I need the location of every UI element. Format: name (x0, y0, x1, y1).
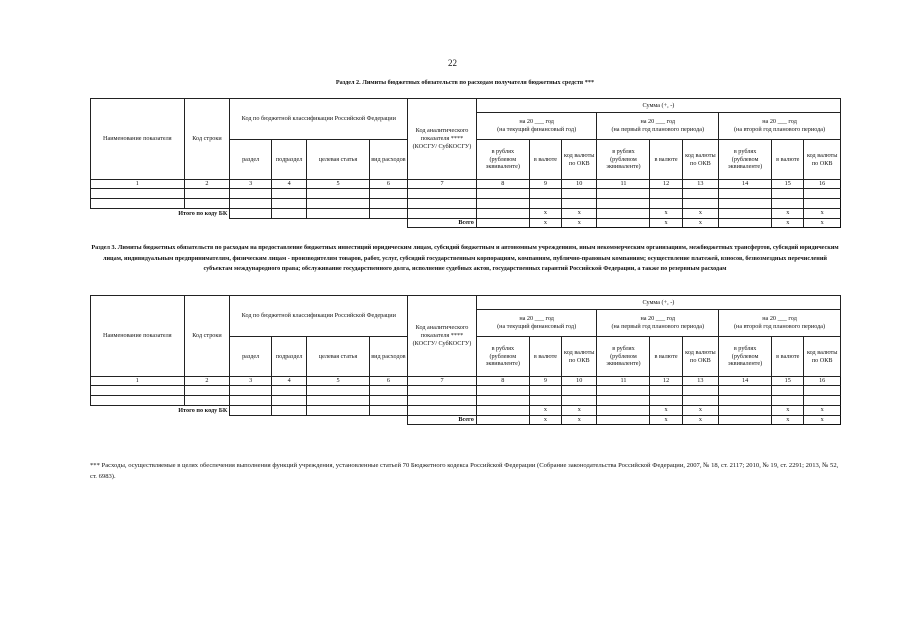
column-number: 9 (529, 377, 561, 386)
total-bk-row (91, 405, 841, 415)
table-row (91, 385, 841, 395)
column-number: 6 (369, 180, 407, 189)
header-target: целевая статья (307, 337, 369, 377)
section-3-title: Раздел 3. Лимиты бюджетных обязательств по расходам на предоставление бюджетных инвестиций юридическим лицам, субсидий бюджетным и автономным учреждениям, иным некоммерческим организациям, межбюджетных трансфертов, субсидий юридическим лицам, индивидуальным предпринимателям, физическим лицам - производителям товаров, работ, услуг, субсидий государственным корпорациям, компаниям, публично-правовым компаниям; осуществление платежей, взносов, безвозмездных перечислений субъектам международного права; обслуживание государственного долга, исполнение судебных актов, государственных гарантий Российской Федерации, а также по резервным расходам (91, 244, 839, 273)
section-2-title: Раздел 2. Лимиты бюджетных обязательств по расходам получателя бюджетных средств *** (335, 79, 595, 86)
header-year-first: на 20 ___ год (на первый год планового периода) (597, 310, 719, 337)
header-okv: код валюты по ОКВ (804, 337, 841, 377)
column-number: 7 (408, 180, 477, 189)
x-mark: x (772, 218, 804, 227)
x-mark: x (804, 405, 841, 415)
header-name: Наименование показателя (91, 99, 185, 180)
total-bk-row (91, 208, 841, 218)
column-number: 16 (804, 377, 841, 386)
x-mark: x (650, 208, 682, 218)
table-row (91, 395, 841, 405)
x-mark: x (650, 405, 682, 415)
header-okv: код валюты по ОКВ (562, 140, 597, 180)
x-mark: x (804, 415, 841, 424)
header-rub: в рублях (рублевом эквиваленте) (476, 140, 529, 180)
page-number: 22 (448, 58, 457, 68)
total-bk-label: Итого по коду БК (178, 209, 228, 217)
header-rub: в рублях (рублевом эквиваленте) (719, 140, 772, 180)
column-numbers-row (91, 377, 841, 386)
column-number: 8 (476, 180, 529, 189)
column-number: 7 (408, 377, 477, 386)
total-all-row (91, 415, 841, 424)
column-number: 13 (682, 180, 718, 189)
header-target: целевая статья (307, 140, 369, 180)
column-number: 15 (772, 377, 804, 386)
header-bk-code: Код по бюджетной классификации Российской Федерации (230, 99, 408, 140)
column-number: 12 (650, 180, 682, 189)
x-mark: x (650, 218, 682, 227)
column-number: 2 (184, 377, 230, 386)
column-number: 3 (230, 377, 272, 386)
column-number: 12 (650, 377, 682, 386)
x-mark: x (650, 415, 682, 424)
header-rub: в рублях (рублевом эквиваленте) (476, 337, 529, 377)
x-mark: x (529, 218, 561, 227)
column-number: 10 (562, 377, 597, 386)
header-rub: в рублях (рублевом эквиваленте) (719, 337, 772, 377)
header-rub: в рублях (рублевом эквиваленте) (597, 140, 650, 180)
header-razdel: раздел (230, 140, 272, 180)
column-number: 14 (719, 377, 772, 386)
header-okv: код валюты по ОКВ (682, 337, 718, 377)
column-number: 3 (230, 180, 272, 189)
header-line-code: Код строки (184, 296, 230, 377)
x-mark: x (562, 218, 597, 227)
x-mark: x (682, 415, 718, 424)
column-number: 4 (271, 180, 306, 189)
column-number: 4 (271, 377, 306, 386)
column-number: 10 (562, 180, 597, 189)
header-currency: в валюте (529, 337, 561, 377)
header-year-current: на 20 ___ год (на текущий финансовый год) (476, 310, 597, 337)
column-number: 5 (307, 180, 369, 189)
header-sum: Сумма (+, -) (476, 296, 840, 310)
column-number: 8 (476, 377, 529, 386)
column-number: 11 (597, 180, 650, 189)
column-number: 14 (719, 180, 772, 189)
section-3-table (90, 295, 841, 425)
header-name: Наименование показателя (91, 296, 185, 377)
column-number: 1 (91, 377, 185, 386)
column-number: 1 (91, 180, 185, 189)
column-number: 16 (804, 180, 841, 189)
header-rub: в рублях (рублевом эквиваленте) (597, 337, 650, 377)
header-razdel: раздел (230, 337, 272, 377)
table-row (91, 188, 841, 198)
header-analytic-code: Код аналитического показателя **** (КОСГУ/ СубКОСГУ) (408, 99, 477, 180)
column-number: 15 (772, 180, 804, 189)
total-bk-label: Итого по коду БК (178, 406, 228, 414)
x-mark: x (682, 405, 718, 415)
column-number: 9 (529, 180, 561, 189)
section-2-table (90, 98, 841, 228)
x-mark: x (529, 405, 561, 415)
header-vid: вид расходов (369, 337, 407, 377)
footnote: *** Расходы, осуществляемые в целях обеспечения выполнения функций учреждения, установленные статьей 70 Бюджетного кодекса Российской Федерации (Собрание законодательства Российской Федерации, 2007, № 18, ст. 2117; 2010, № 19, ст. 2291; 2013, № 52, ст. 6983). (90, 462, 839, 480)
header-year-current: на 20 ___ год (на текущий финансовый год) (476, 113, 597, 140)
header-currency: в валюте (772, 140, 804, 180)
header-podrazdel: подраздел (271, 140, 306, 180)
x-mark: x (682, 208, 718, 218)
column-number: 11 (597, 377, 650, 386)
header-year-second: на 20 ___ год (на второй год планового периода) (719, 113, 841, 140)
x-mark: x (772, 415, 804, 424)
column-number: 6 (369, 377, 407, 386)
header-bk-code: Код по бюджетной классификации Российской Федерации (230, 296, 408, 337)
x-mark: x (682, 218, 718, 227)
x-mark: x (529, 208, 561, 218)
header-podrazdel: подраздел (271, 337, 306, 377)
header-currency: в валюте (650, 337, 682, 377)
x-mark: x (804, 208, 841, 218)
column-number: 5 (307, 377, 369, 386)
header-okv: код валюты по ОКВ (562, 337, 597, 377)
header-okv: код валюты по ОКВ (682, 140, 718, 180)
header-analytic-code: Код аналитического показателя **** (КОСГУ/ СубКОСГУ) (408, 296, 477, 377)
header-line-code: Код строки (184, 99, 230, 180)
x-mark: x (562, 208, 597, 218)
header-currency: в валюте (772, 337, 804, 377)
column-number: 2 (184, 180, 230, 189)
header-year-second: на 20 ___ год (на второй год планового периода) (719, 310, 841, 337)
total-all-row (91, 218, 841, 227)
header-currency: в валюте (650, 140, 682, 180)
header-vid: вид расходов (369, 140, 407, 180)
x-mark: x (529, 415, 561, 424)
x-mark: x (772, 405, 804, 415)
table-row (91, 198, 841, 208)
header-okv: код валюты по ОКВ (804, 140, 841, 180)
x-mark: x (562, 415, 597, 424)
header-year-first: на 20 ___ год (на первый год планового периода) (597, 113, 719, 140)
total-all-label: Всего (408, 415, 477, 424)
header-currency: в валюте (529, 140, 561, 180)
x-mark: x (772, 208, 804, 218)
column-numbers-row (91, 180, 841, 189)
header-sum: Сумма (+, -) (476, 99, 840, 113)
x-mark: x (804, 218, 841, 227)
total-all-label: Всего (408, 218, 477, 227)
column-number: 13 (682, 377, 718, 386)
x-mark: x (562, 405, 597, 415)
